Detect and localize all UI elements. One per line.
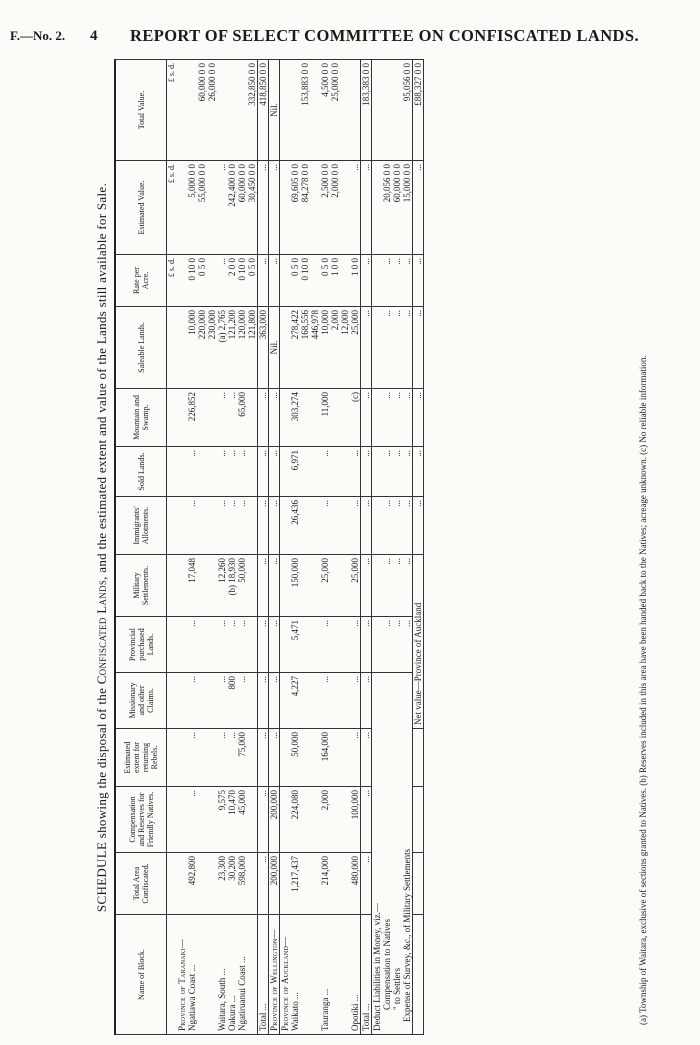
- units-row: [167, 60, 178, 1035]
- table-row: Waitara, South ... 23,300 9,575 ... ... ... 12,260 ... ... ... (a) 2,765 ... ...: [217, 60, 227, 1035]
- col-header: Estimated Value.: [115, 161, 167, 255]
- col-header: Provincial purchased Lands.: [115, 617, 167, 673]
- province-heading: Province of Auckland—: [280, 60, 291, 1035]
- table-row: 446,978: [310, 60, 320, 1035]
- rate-units: £ s. d.: [167, 255, 178, 307]
- col-header: Mountain and Swamp.: [115, 389, 167, 447]
- province-heading: Province of Taranaki—: [177, 60, 187, 1035]
- page-title: REPORT OF SELECT COMMITTEE ON CONFISCATED LANDS.: [130, 26, 639, 45]
- page-number: 4: [90, 28, 98, 44]
- rotated-schedule-page: [90, 60, 660, 1035]
- deduct-row: Expense of Survey, &c., of Military Settlements ... ... ... ... ... ... ... 15,000 0 0 95,056 0 0: [402, 60, 413, 1035]
- col-header: Name of Block.: [115, 915, 167, 1035]
- document-code: F.—No. 2.: [10, 28, 66, 43]
- table-row: 12,000: [340, 60, 350, 1035]
- table-header-row: [115, 60, 167, 1035]
- value-units: £ s. d.: [167, 161, 178, 255]
- deduct-row: Deduct Liabilities in Money, viz.—: [372, 60, 383, 1035]
- col-header: Total Area Confiscated.: [115, 853, 167, 915]
- table-row: Opotiki ... 480,000 100,000 ... ... ... 25,000 ... ... (c) 25,000 1 0 0 ...: [350, 60, 361, 1035]
- net-value-row: Net value—Province of Auckland ... ... ... ... ... ... £88,327 0 0: [413, 60, 424, 1035]
- col-header: Immigrants' Allotments.: [115, 497, 167, 555]
- table-row: Total ... ... ... ... ... ... ... ... ... ... ... ... ... 183,383 0 0: [361, 60, 372, 1035]
- table-row: Oakura ... 30,200 10,470 ... 800 ... (b) 18,930 ... ... ... 121,200 2 0 0 242,400 0 0: [227, 60, 237, 1035]
- page-header: [0, 28, 700, 54]
- col-header: Military Settlements.: [115, 555, 167, 617]
- table-row: 121,800 0 5 0 30,450 0 0 332,850 0 0: [247, 60, 258, 1035]
- table-row: Ngatiruanui Coast ... 598,000 45,000 75,000 ... ... 50,000 ... ... 65,000 120,000 0 10 0 60,000 0 0: [237, 60, 247, 1035]
- table-row: Province of Wellington— 200,000 200,000 ... ... ... ... ... ... ... Nil. ... ... Nil.: [269, 60, 280, 1035]
- col-header: Estimated extent for returning Rebels.: [115, 729, 167, 787]
- table-row: Tauranga ... 214,000 2,000 164,000 ... ... 25,000 ... ... 11,000 10,000 0 5 0 2,500 0 0 4,500 0 0: [320, 60, 330, 1035]
- col-header: Rate per Acre.: [115, 255, 167, 307]
- col-header: Total Value.: [115, 60, 167, 161]
- table-row: 168,556 0 10 0 84,278 0 0 153,883 0 0: [300, 60, 310, 1035]
- col-header: Sold Lands.: [115, 447, 167, 497]
- table-row: 220,000 0 5 0 55,000 0 0 60,000 0 0: [197, 60, 207, 1035]
- total-units: £ s. d.: [167, 60, 178, 161]
- schedule-table: [114, 59, 424, 1035]
- col-header: Saleable Lands.: [115, 307, 167, 389]
- deduct-row: Compensation to Natives ... ... ... ... ... ... ... 20,056 0 0: [382, 60, 392, 1035]
- footnote: (a) Township of Waitara, exclusive of sections granted to Natives. (b) Reserves included in this area have been handed back to the Natives; acreage unknown. (c) No reliable information.: [638, 355, 648, 1025]
- table-row: 2,000 1 0 0 2,000 0 0 25,000 0 0: [330, 60, 340, 1035]
- table-row: 230,000 26,000 0 0: [207, 60, 217, 1035]
- schedule-title: SCHEDULE showing the disposal of the Confiscated Lands, and the estimated extent and value of the Lands still available for Sale.: [94, 182, 109, 913]
- col-header: Missionary and other Claims.: [115, 673, 167, 729]
- table-row: Ngatiawa Coast ... 492,800 ... ... ... ... 17,048 ... ... 226,852 10,000 0 10 0 5,000 0 0: [187, 60, 197, 1035]
- net-value: £88,327 0 0: [413, 60, 424, 161]
- table-row: Total ... ... ... ... ... ... ... ... ... ... 363,000 ... ... 418,850 0 0: [258, 60, 269, 1035]
- deduct-row: " to Settlers ... ... ... ... ... ... ... 60,000 0 0: [392, 60, 402, 1035]
- table-row: Waikato ... 1,217,437 224,080 50,000 4,227 5,471 150,000 26,436 6,971 303,274 278,422 0 5 0 69,605 0 0: [290, 60, 300, 1035]
- col-header: Compensation and Reserves for Friendly Natives.: [115, 787, 167, 853]
